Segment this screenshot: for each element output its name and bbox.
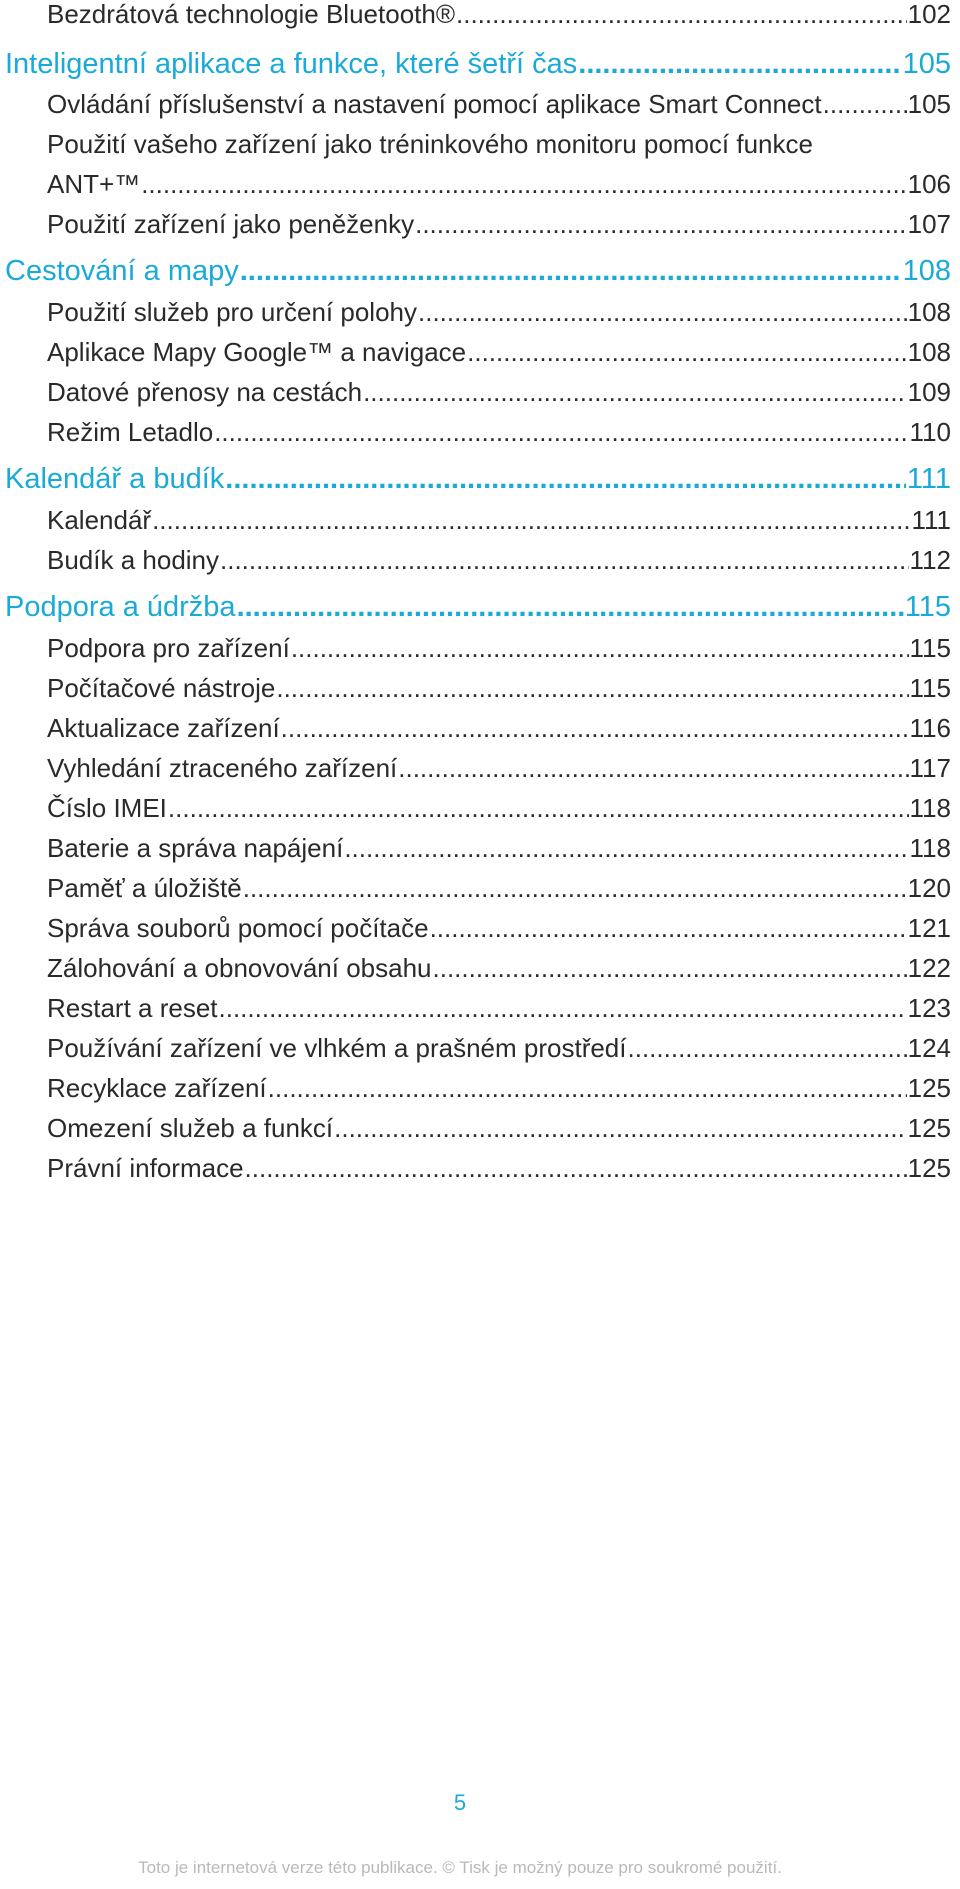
toc-entry-title: Podpora pro zařízení: [47, 633, 290, 663]
toc-dot-leader: [578, 44, 901, 84]
toc-entry-title: Použití služeb pro určení polohy: [47, 297, 417, 327]
toc-entry[interactable]: [47, 1150, 951, 1186]
toc-section-entry[interactable]: [5, 587, 951, 627]
toc-entry-page: 117: [909, 753, 951, 783]
toc-entry-page: 123: [907, 993, 951, 1023]
toc-entry-title: ANT+™: [47, 169, 141, 199]
toc-entry-page: 115: [909, 633, 951, 663]
toc-dot-leader: [276, 670, 908, 706]
toc-dot-leader: [152, 502, 910, 538]
toc-section-page: 108: [902, 255, 951, 287]
toc-entry-page: 109: [907, 377, 951, 407]
toc-entry-title: Restart a reset: [47, 993, 218, 1023]
toc-entry-title: Baterie a správa napájení: [47, 833, 344, 863]
toc-dot-leader: [220, 542, 909, 578]
toc-entry-title: Správa souborů pomocí počítače: [47, 913, 429, 943]
toc-dot-leader: [225, 459, 906, 499]
page-number: 5: [453, 1790, 467, 1815]
toc-entry[interactable]: [47, 790, 951, 826]
toc-entry-title: Recyklace zařízení: [47, 1073, 267, 1103]
toc-entry-page: 115: [909, 673, 951, 703]
toc-dot-leader: [418, 294, 907, 330]
toc-dot-leader: [398, 750, 908, 786]
toc-dot-leader: [240, 251, 902, 291]
toc-entry-page: 121: [907, 913, 951, 943]
toc-entry-page: 116: [909, 713, 951, 743]
toc-dot-leader: [237, 587, 904, 627]
toc-section-page: 115: [904, 591, 951, 623]
toc-entry-title: Režim Letadlo: [47, 417, 214, 447]
toc-entry[interactable]: [47, 950, 951, 986]
toc-entry[interactable]: [47, 502, 951, 538]
toc-dot-leader: [430, 910, 907, 946]
toc-section-page: 111: [906, 463, 951, 495]
toc-entry[interactable]: [47, 630, 951, 666]
toc-section-entry[interactable]: [5, 44, 951, 84]
toc-entry-title: Aplikace Mapy Google™ a navigace: [47, 337, 467, 367]
toc-dot-leader: [415, 206, 907, 242]
toc-entry[interactable]: [47, 670, 951, 706]
toc-dot-leader: [456, 0, 907, 32]
toc-entry-page: 125: [907, 1113, 951, 1143]
toc-entry[interactable]: [47, 830, 951, 866]
toc-entry-title: Ovládání příslušenství a nastavení pomocí aplikace Smart Connect: [47, 89, 822, 119]
toc-entry-title: Omezení služeb a funkcí: [47, 1113, 334, 1143]
toc-entry[interactable]: [47, 990, 951, 1026]
toc-entry-page: 118: [909, 793, 951, 823]
toc-dot-leader: [243, 870, 907, 906]
toc-entry-title: Používání zařízení ve vlhkém a prašném prostředí: [47, 1033, 627, 1063]
toc-entry[interactable]: [47, 1030, 951, 1066]
toc-entry[interactable]: [47, 542, 951, 578]
toc-entry-page: 125: [907, 1073, 951, 1103]
toc-entry-title: Vyhledání ztraceného zařízení: [47, 753, 398, 783]
toc-dot-leader: [281, 710, 909, 746]
footer-note: Toto je internetová verze této publikace. © Tisk je možný pouze pro soukromé použití.: [138, 1858, 782, 1877]
toc-entry[interactable]: [47, 0, 951, 32]
toc-entry[interactable]: [47, 710, 951, 746]
toc-dot-leader: [467, 334, 906, 370]
toc-entry-page: 124: [907, 1033, 951, 1063]
toc-entry-title: Číslo IMEI: [47, 793, 167, 823]
toc-entry-page: 107: [907, 209, 951, 239]
toc-dot-leader: [628, 1030, 907, 1066]
toc-section-title: Kalendář a budík: [5, 463, 225, 495]
toc-entry[interactable]: [47, 870, 951, 906]
toc-dot-leader: [433, 950, 907, 986]
toc-entry-page: 108: [907, 337, 951, 367]
toc-entry[interactable]: [47, 414, 951, 450]
toc-entry-page: 110: [909, 417, 951, 447]
toc-entry[interactable]: [47, 910, 951, 946]
toc-entry-title: Kalendář: [47, 505, 152, 535]
toc-entry[interactable]: [47, 374, 951, 410]
toc-entry[interactable]: [47, 1110, 951, 1146]
toc-dot-leader: [291, 630, 909, 666]
toc-entry-title: Počítačové nástroje: [47, 673, 276, 703]
toc-dot-leader: [268, 1070, 907, 1106]
toc-entry[interactable]: [47, 334, 951, 370]
toc-entry-page: 112: [909, 545, 951, 575]
toc-entry[interactable]: [47, 750, 951, 786]
toc-entry-title: Právní informace: [47, 1153, 244, 1183]
toc-section-title: Podpora a údržba: [5, 591, 236, 623]
toc-section-title: Cestování a mapy: [5, 255, 239, 287]
toc-dot-leader: [823, 86, 907, 122]
toc-dot-leader: [334, 1110, 906, 1146]
toc-entry-page: 105: [907, 89, 951, 119]
toc-entry-title: Aktualizace zařízení: [47, 713, 280, 743]
toc-entry[interactable]: [47, 206, 951, 242]
toc-entry-title: Datové přenosy na cestách: [47, 377, 363, 407]
toc-entry-page: 120: [907, 873, 951, 903]
toc-entry[interactable]: [47, 294, 951, 330]
toc-entry-title: Budík a hodiny: [47, 545, 220, 575]
toc-dot-leader: [214, 414, 908, 450]
toc-section-entry[interactable]: [5, 459, 951, 499]
toc-dot-leader: [344, 830, 908, 866]
toc-entry-title: Paměť a úložiště: [47, 873, 242, 903]
toc-dot-leader: [141, 166, 906, 202]
toc-dot-leader: [245, 1150, 907, 1186]
toc-dot-leader: [219, 990, 907, 1026]
toc-entry-page: 122: [907, 953, 951, 983]
toc-entry-title-line[interactable]: Použití vašeho zařízení jako tréninkového monitoru pomocí funkce: [47, 129, 813, 159]
toc-dot-leader: [168, 790, 909, 826]
toc-section-page: 105: [902, 48, 951, 80]
toc-dot-leader: [363, 374, 907, 410]
toc-entry[interactable]: [47, 86, 951, 122]
toc-entry[interactable]: [47, 166, 951, 202]
toc-entry-page: 118: [909, 833, 951, 863]
toc-entry-page: 125: [907, 1153, 951, 1183]
toc-entry-title: Zálohování a obnovování obsahu: [47, 953, 432, 983]
toc-section-title: Inteligentní aplikace a funkce, které šetří čas: [5, 48, 578, 80]
toc-entry-page: 102: [907, 0, 951, 29]
toc-entry-title: Použití zařízení jako peněženky: [47, 209, 415, 239]
toc-section-entry[interactable]: [5, 251, 951, 291]
toc-entry[interactable]: [47, 1070, 951, 1106]
toc-entry-title: Bezdrátová technologie Bluetooth®: [47, 0, 455, 29]
toc-entry-page: 111: [911, 505, 951, 535]
toc-entry-page: 106: [907, 169, 951, 199]
toc-entry-page: 108: [907, 297, 951, 327]
